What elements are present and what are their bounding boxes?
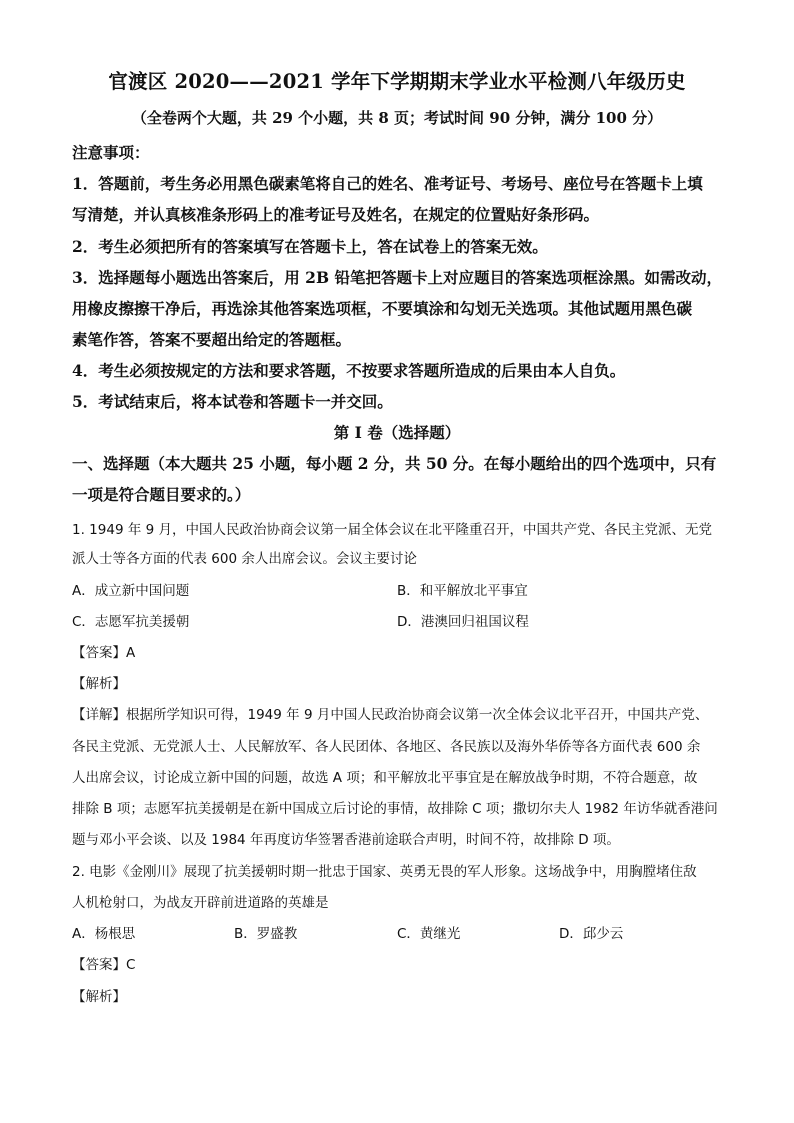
q1-detail-3: 人出席会议，讨论成立新中国的问题，故选 A 项；和平解放北平事宜是在解放战争时期，不符合题意，故 [72,770,698,786]
q1-option-a: A．成立新中国问题 [72,583,190,599]
notice-line-4: 3．选择题每小题选出答案后，用 2B 铅笔把答题卡上对应题目的答案选项框涂黑。如需改动， [72,268,722,287]
q1-stem-2: 派人士等各方面的代表 600 余人出席会议。会议主要讨论 [72,551,417,567]
q1-answer: 【答案】A [72,645,136,661]
q2-stem-1: 2. 电影《金刚川》展现了抗美援朝时期一批忠于国家、英勇无畏的军人形象。这场战争中，用胸膛堵住敌 [72,864,697,880]
notice-line-2: 写清楚，并认真核准条形码上的准考证号及姓名，在规定的位置贴好条形码。 [72,205,600,224]
q1-option-c: C．志愿军抗美援朝 [72,614,190,630]
q2-analysis-label: 【解析】 [72,989,126,1005]
section-heading: 第 I 卷（选择题） [333,423,461,442]
q2-answer: 【答案】C [72,957,136,973]
notice-line-1: 1．答题前，考生务必用黑色碳素笔将自己的姓名、准考证号、考场号、座位号在答题卡上填 [72,174,703,193]
notice-line-5: 用橡皮擦擦干净后，再选涂其他答案选项框，不要填涂和勾划无关选项。其他试题用黑色碳 [72,299,693,318]
q1-detail-4: 排除 B 项；志愿军抗美援朝是在新中国成立后讨论的事情，故排除 C 项；撒切尔夫人 1982 年访华就香港问 [72,801,718,817]
q1-detail-5: 题与邓小平会谈、以及 1984 年再度访华签署香港前途联合声明，时间不符，故排除 D 项。 [72,832,620,848]
q1-option-b: B．和平解放北平事宜 [397,583,528,599]
notice-line-7: 4．考生必须按规定的方法和要求答题，不按要求答题所造成的后果由本人自负。 [72,361,626,380]
exam-title: 官渡区 2020——2021 学年下学期期末学业水平检测八年级历史 [108,70,686,93]
section-intro-2: 一项是符合题目要求的。） [72,485,251,504]
q2-stem-2: 人机枪射口，为战友开辟前进道路的英雄是 [72,895,329,911]
notice-line-3: 2．考生必须把所有的答案填写在答题卡上，答在试卷上的答案无效。 [72,237,548,256]
section-intro-1: 一、选择题（本大题共 25 小题，每小题 2 分，共 50 分。在每小题给出的四个选项中，只有 [72,454,717,473]
q1-detail-2: 各民主党派、无党派人士、人民解放军、各人民团体、各地区、各民族以及海外华侨等各方面代表 600 余 [72,739,701,755]
q1-analysis-label: 【解析】 [72,676,126,692]
exam-subtitle: （全卷两个大题，共 29 个小题，共 8 页；考试时间 90 分钟，满分 100 分） [131,109,663,127]
q2-option-d: D．邱少云 [559,926,624,942]
notice-heading: 注意事项： [72,143,150,162]
notice-line-8: 5．考试结束后，将本试卷和答题卡一并交回。 [72,392,393,411]
q1-detail-1: 【详解】根据所学知识可得，1949 年 9 月中国人民政治协商会议第一次全体会议北平召开，中国共产党、 [72,707,709,723]
q1-stem-1: 1. 1949 年 9 月，中国人民政治协商会议第一届全体会议在北平隆重召开，中国共产党、各民主党派、无党 [72,522,712,538]
q1-option-d: D．港澳回归祖国议程 [397,614,529,630]
q2-option-c: C．黄继光 [397,926,461,942]
q2-option-a: A．杨根思 [72,926,136,942]
notice-line-6: 素笔作答，答案不要超出给定的答题框。 [72,330,352,349]
q2-option-b: B．罗盛教 [234,926,298,942]
